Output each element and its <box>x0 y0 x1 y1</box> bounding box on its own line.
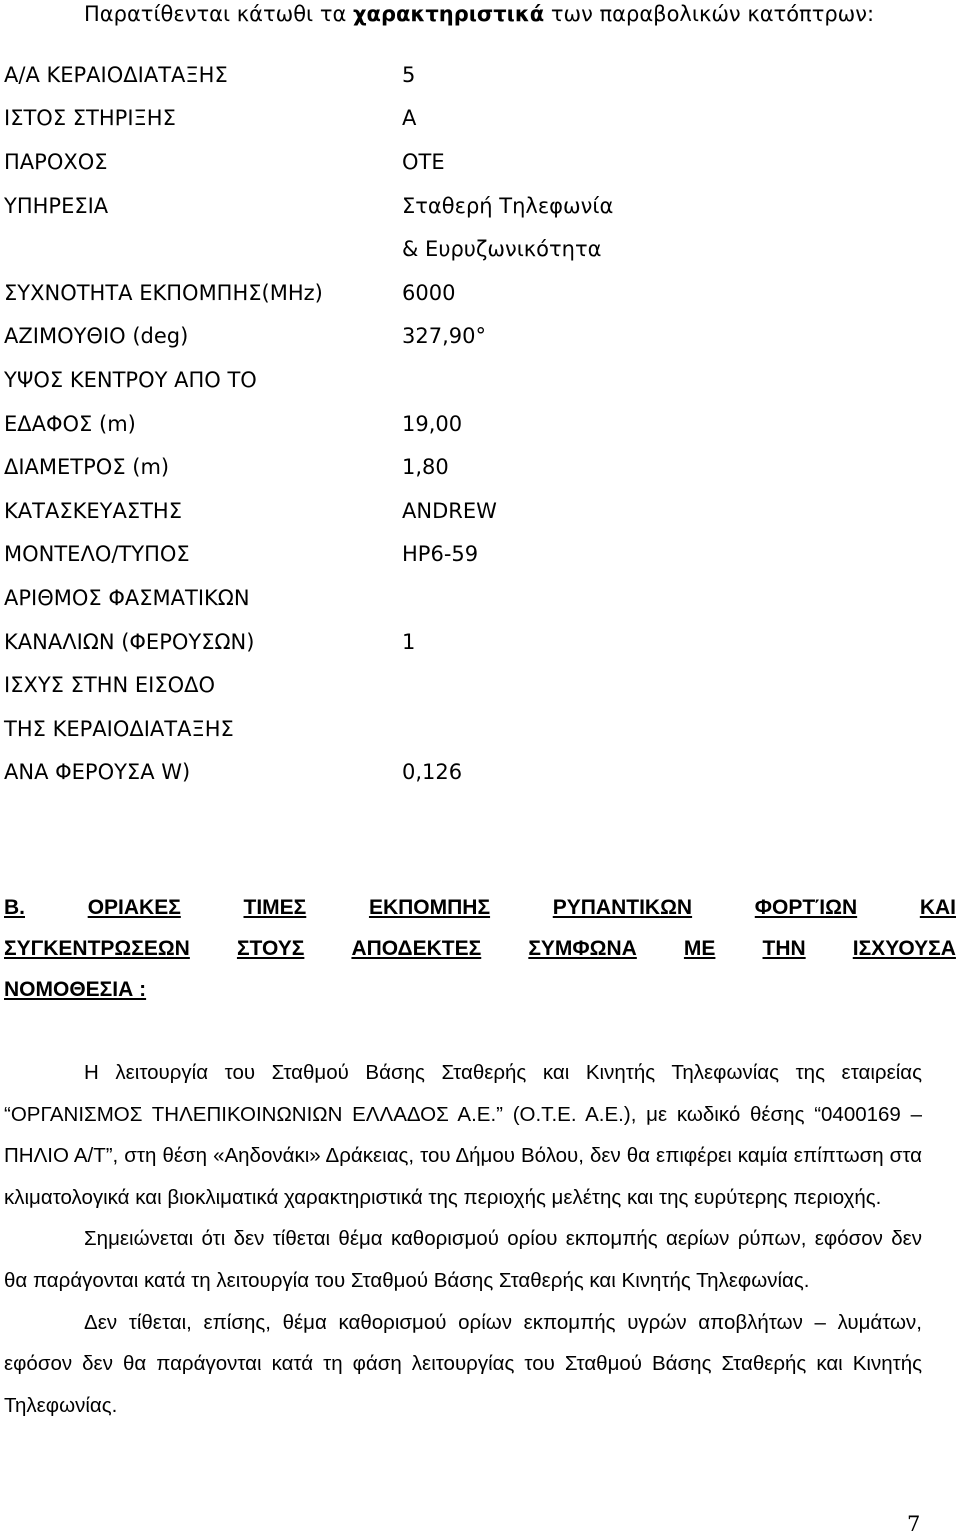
spec-label: ΑΡΙΘΜΟΣ ΦΑΣΜΑΤΙΚΩΝ <box>4 585 250 610</box>
intro-line <box>84 2 874 26</box>
spec-value: 0,126 <box>402 760 463 785</box>
spec-label: ΤΗΣ ΚΕΡΑΙΟΔΙΑΤΑΞΗΣ <box>4 716 234 741</box>
heading-word: ΑΠΟΔΕΚΤΕΣ <box>351 936 482 960</box>
spec-value: Α <box>402 106 417 131</box>
body-text <box>4 1052 922 1426</box>
heading-word: ΣΥΜΦΩΝΑ <box>528 936 637 960</box>
heading-word: ΣΤΟΥΣ <box>236 936 305 960</box>
heading-word: ΦΟΡΤΊΩΝ <box>754 895 858 919</box>
paragraph-text: Δεν τίθεται, επίσης, θέμα καθορισμού ορίων εκπομπής υγρών αποβλήτων – λυμάτων, εφόσον δεν θα παράγονται κατά τη φάση λειτουργίας του Σταθμού Βάσης Σταθερής και Κινητής Τηλεφωνίας. <box>4 1310 922 1417</box>
spec-label: ΚΑΝΑΛΙΩΝ (ΦΕΡΟΥΣΩΝ) <box>4 629 255 654</box>
spec-row <box>4 271 904 315</box>
heading-word: ΕΚΠΟΜΠΗΣ <box>368 895 491 919</box>
spec-row <box>4 97 904 141</box>
spec-label: ΙΣΤΟΣ ΣΤΗΡΙΞΗΣ <box>4 106 176 131</box>
section-heading <box>4 887 956 1010</box>
spec-label: ΑΝΑ ΦΕΡΟΥΣΑ W) <box>4 760 191 785</box>
spec-row <box>4 140 904 184</box>
spec-row <box>4 533 904 577</box>
heading-word: ΡΥΠΑΝΤΙΚΩΝ <box>552 895 693 919</box>
spec-value: Σταθερή Τηλεφωνία <box>402 193 614 218</box>
paragraph-text: Η λειτουργία του Σταθμού Βάσης Σταθερής και Κινητής Τηλεφωνίας της εταιρείας “ΟΡΓΑΝΙΣΜΟΣ ΤΗΛΕΠΙΚΟΙΝΩΝΙΩΝ ΕΛΛΑΔΟΣ Α.Ε.” (Ο.Τ.Ε. Α.Ε.), με κωδικό θέσης “0400169 – ΠΗΛΙΟ Α/Τ”, στη θέση «Αηδονάκι» Δράκειας, του Δήμου Βόλου, δεν θα επιφέρει καμία επίπτωση στα κλιματολογικά και βιοκλιματικά χαρακτηριστικά της περιοχής μελέτης και της ευρύτερης περιοχής. <box>4 1061 922 1209</box>
spec-value: & Ευρυζωνικότητα <box>402 237 602 262</box>
spec-label: ΥΠΗΡΕΣΙΑ <box>4 193 109 218</box>
spec-label: ΑΖΙΜΟΥΘΙΟ (deg) <box>4 324 189 349</box>
spec-label: ΙΣΧΥΣ ΣΤΗΝ ΕΙΣΟΔΟ <box>4 673 216 698</box>
spec-value: 1 <box>402 629 416 654</box>
spec-label: ΣΥΧΝΟΤΗΤΑ ΕΚΠΟΜΠΗΣ(MHz) <box>4 280 323 305</box>
spec-value: 19,00 <box>402 411 463 436</box>
spec-label: Α/Α ΚΕΡΑΙΟΔΙΑΤΑΞΗΣ <box>4 62 228 87</box>
intro-text-before: Παρατίθενται κάτωθι τα <box>84 2 353 26</box>
spec-value: ANDREW <box>402 498 497 523</box>
spec-value: HP6-59 <box>402 542 479 567</box>
spec-row <box>4 53 904 97</box>
heading-word: ΤΙΜΕΣ <box>243 895 307 919</box>
intro-text-bold: χαρακτηριστικά <box>353 2 545 26</box>
heading-line-3 <box>4 969 956 1010</box>
spec-value: 1,80 <box>402 455 449 480</box>
spec-table <box>4 53 904 794</box>
heading-word: ΙΣΧΥΟΥΣΑ <box>852 936 956 960</box>
spec-row <box>4 489 904 533</box>
heading-word: Β. <box>4 895 25 919</box>
heading-line-1 <box>4 887 956 928</box>
paragraph <box>4 1218 922 1301</box>
heading-word: ΜΕ <box>683 936 716 960</box>
heading-word: ΝΟΜΟΘΕΣΙΑ : <box>4 977 147 1001</box>
spec-row <box>4 315 904 359</box>
spec-label: ΠΑΡΟΧΟΣ <box>4 149 108 174</box>
heading-line-2 <box>4 928 956 969</box>
spec-row <box>4 663 904 707</box>
spec-row <box>4 751 904 795</box>
spec-row <box>4 227 904 271</box>
spec-value: ΟΤΕ <box>402 149 445 174</box>
spec-row <box>4 576 904 620</box>
intro-text-after: των παραβολικών κατόπτρων: <box>544 2 875 26</box>
spec-row <box>4 620 904 664</box>
spec-row <box>4 358 904 402</box>
spec-label: ΔΙΑΜΕΤΡΟΣ (m) <box>4 455 170 480</box>
spec-value: 327,90° <box>402 324 486 349</box>
spec-row <box>4 707 904 751</box>
spec-label: ΚΑΤΑΣΚΕΥΑΣΤΗΣ <box>4 498 182 523</box>
page-number: 7 <box>907 1512 921 1536</box>
heading-word: ΤΗΝ <box>762 936 806 960</box>
spec-label: ΥΨΟΣ ΚΕΝΤΡΟΥ ΑΠΟ ΤΟ <box>4 367 257 392</box>
paragraph <box>4 1302 922 1427</box>
spec-row <box>4 184 904 228</box>
paragraph <box>4 1052 922 1218</box>
spec-label: ΜΟΝΤΕΛΟ/ΤΥΠΟΣ <box>4 542 190 567</box>
heading-word: ΣΥΓΚΕΝΤΡΩΣΕΩΝ <box>4 936 190 960</box>
spec-row <box>4 445 904 489</box>
paragraph-text: Σημειώνεται ότι δεν τίθεται θέμα καθορισμού ορίου εκπομπής αερίων ρύπων, εφόσον δεν θα παράγονται κατά τη λειτουργία του Σταθμού Βάσης Σταθερής και Κινητής Τηλεφωνίας. <box>4 1227 922 1292</box>
heading-word: ΟΡΙΑΚΕΣ <box>87 895 181 919</box>
spec-value: 6000 <box>402 280 456 305</box>
spec-value: 5 <box>402 62 416 87</box>
spec-row <box>4 402 904 446</box>
heading-word: ΚΑΙ <box>919 895 956 919</box>
spec-label: ΕΔΑΦΟΣ (m) <box>4 411 136 436</box>
